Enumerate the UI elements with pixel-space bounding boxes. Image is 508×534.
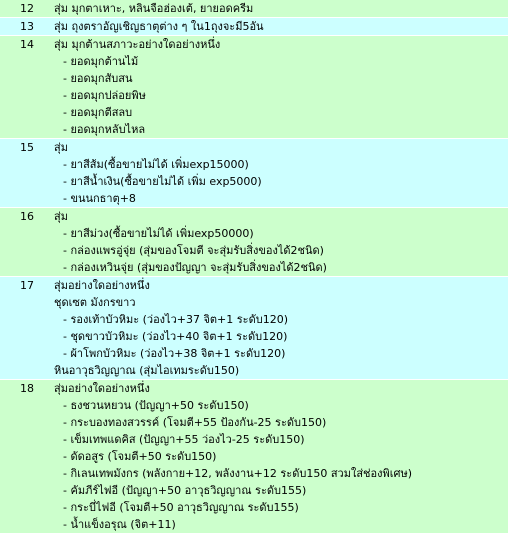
list-item: - ยอดมุกปล่อยพิษ: [63, 89, 146, 102]
list-item: - ยาสีม่วง(ซื้อขายไม่ได้ เพิ่มexp50000): [63, 227, 254, 240]
list-item: - กิเลนเทพมังกร (พลังกาย+12, พลังงาน+12 ระดับ150 สวมใส่ช่องพิเศษ): [63, 467, 413, 480]
list-item: - ดัดอสูร (โจมตี+50 ระดับ150): [63, 450, 217, 463]
row-title: สุ่มอย่างใดอย่างหนึ่ง: [54, 279, 150, 292]
table-row: [0, 0, 508, 18]
table-row: [0, 277, 508, 380]
row-content: [54, 380, 508, 534]
row-number: 13: [0, 18, 54, 36]
row-title: สุ่ม ถุงตราอัญเชิญธาตุต่าง ๆ ใน1ถุงจะมี5อัน: [54, 20, 264, 33]
row-title: สุ่ม มุกต้านสภาวะอย่างใดอย่างหนึ่ง: [54, 38, 221, 51]
list-item: - รองเท้าบัวหิมะ (ว่องไว+37 จิต+1 ระดับ120): [63, 313, 289, 326]
row-number: 14: [0, 36, 54, 139]
row-title: สุ่ม มุกตาเหาะ, หลินจือฮ่องเต้, ยายอดครีม: [54, 2, 254, 15]
table-row: [0, 139, 508, 208]
list-item: - กล่องเหวินจุ่ย (สุ่มของปัญญา จะสุ่มรับสิ่งของได้2ชนิด): [63, 261, 327, 274]
list-item: - กระบองทองสวรรค์ (โจมตี+55 ป้องกัน-25 ระดับ150): [63, 416, 327, 429]
row-content: [54, 208, 508, 277]
row-title: สุ่ม: [54, 141, 68, 154]
row-note: หินอาวุธวิญญาณ (สุ่มไอเทมระดับ150): [54, 364, 240, 377]
row-subtitle: ชุดเซต มังกรขาว: [54, 296, 136, 309]
row-number: 12: [0, 0, 54, 18]
list-item: - คัมภีร์ไฟอี (ปัญญา+50 อาวุธวิญญาณ ระดับ155): [63, 484, 307, 497]
row-content: [54, 18, 508, 36]
list-item: - ยอดมุกสับสน: [63, 72, 133, 85]
table-row: [0, 208, 508, 277]
list-item: - กล่องแพรอู่จุ่ย (สุ่มของโจมตี จะสุ่มรับสิ่งของได้2ชนิด): [63, 244, 324, 257]
list-item: - ยอดมุกตีสลบ: [63, 106, 133, 119]
table-row: [0, 36, 508, 139]
row-number: 16: [0, 208, 54, 277]
list-item: - ยอดมุกหลับไหล: [63, 123, 146, 136]
list-item: - ขนนกธาตุ+8: [63, 192, 136, 205]
list-item: - ยอดมุกต้านไม้: [63, 55, 139, 68]
row-title: สุ่มอย่างใดอย่างหนึ่ง: [54, 382, 150, 395]
row-content: [54, 0, 508, 18]
row-title: สุ่ม: [54, 210, 68, 223]
row-number: 17: [0, 277, 54, 380]
list-item: - ผ้าโพกบัวหิมะ (ว่องไว+38 จิต+1 ระดับ120): [63, 347, 286, 360]
list-item: - น้ำแข็งอรุณ (จิต+11): [63, 518, 176, 531]
list-item: - ชุดขาวบัวหิมะ (ว่องไว+40 จิต+1 ระดับ120): [63, 330, 288, 343]
list-item: - ธงชวนหยวน (ปัญญา+50 ระดับ150): [63, 399, 249, 412]
list-item: - ยาสีส้ม(ซื้อขายไม่ได้ เพิ่มexp15000): [63, 158, 249, 171]
list-item: - ยาสีน้ำเงิน(ซื้อขายไม่ได้ เพิ่ม exp5000): [63, 175, 262, 188]
row-number: 18: [0, 380, 54, 534]
row-content: [54, 36, 508, 139]
row-content: [54, 139, 508, 208]
list-item: - กระบี่ไฟอี (โจมตี+50 อาวุธวิญญาณ ระดับ155): [63, 501, 299, 514]
table-row: [0, 18, 508, 36]
list-item: - เข็มเทพแดคิส (ปัญญา+55 ว่องไว-25 ระดับ150): [63, 433, 305, 446]
row-content: [54, 277, 508, 380]
row-number: 15: [0, 139, 54, 208]
table-row: [0, 380, 508, 534]
